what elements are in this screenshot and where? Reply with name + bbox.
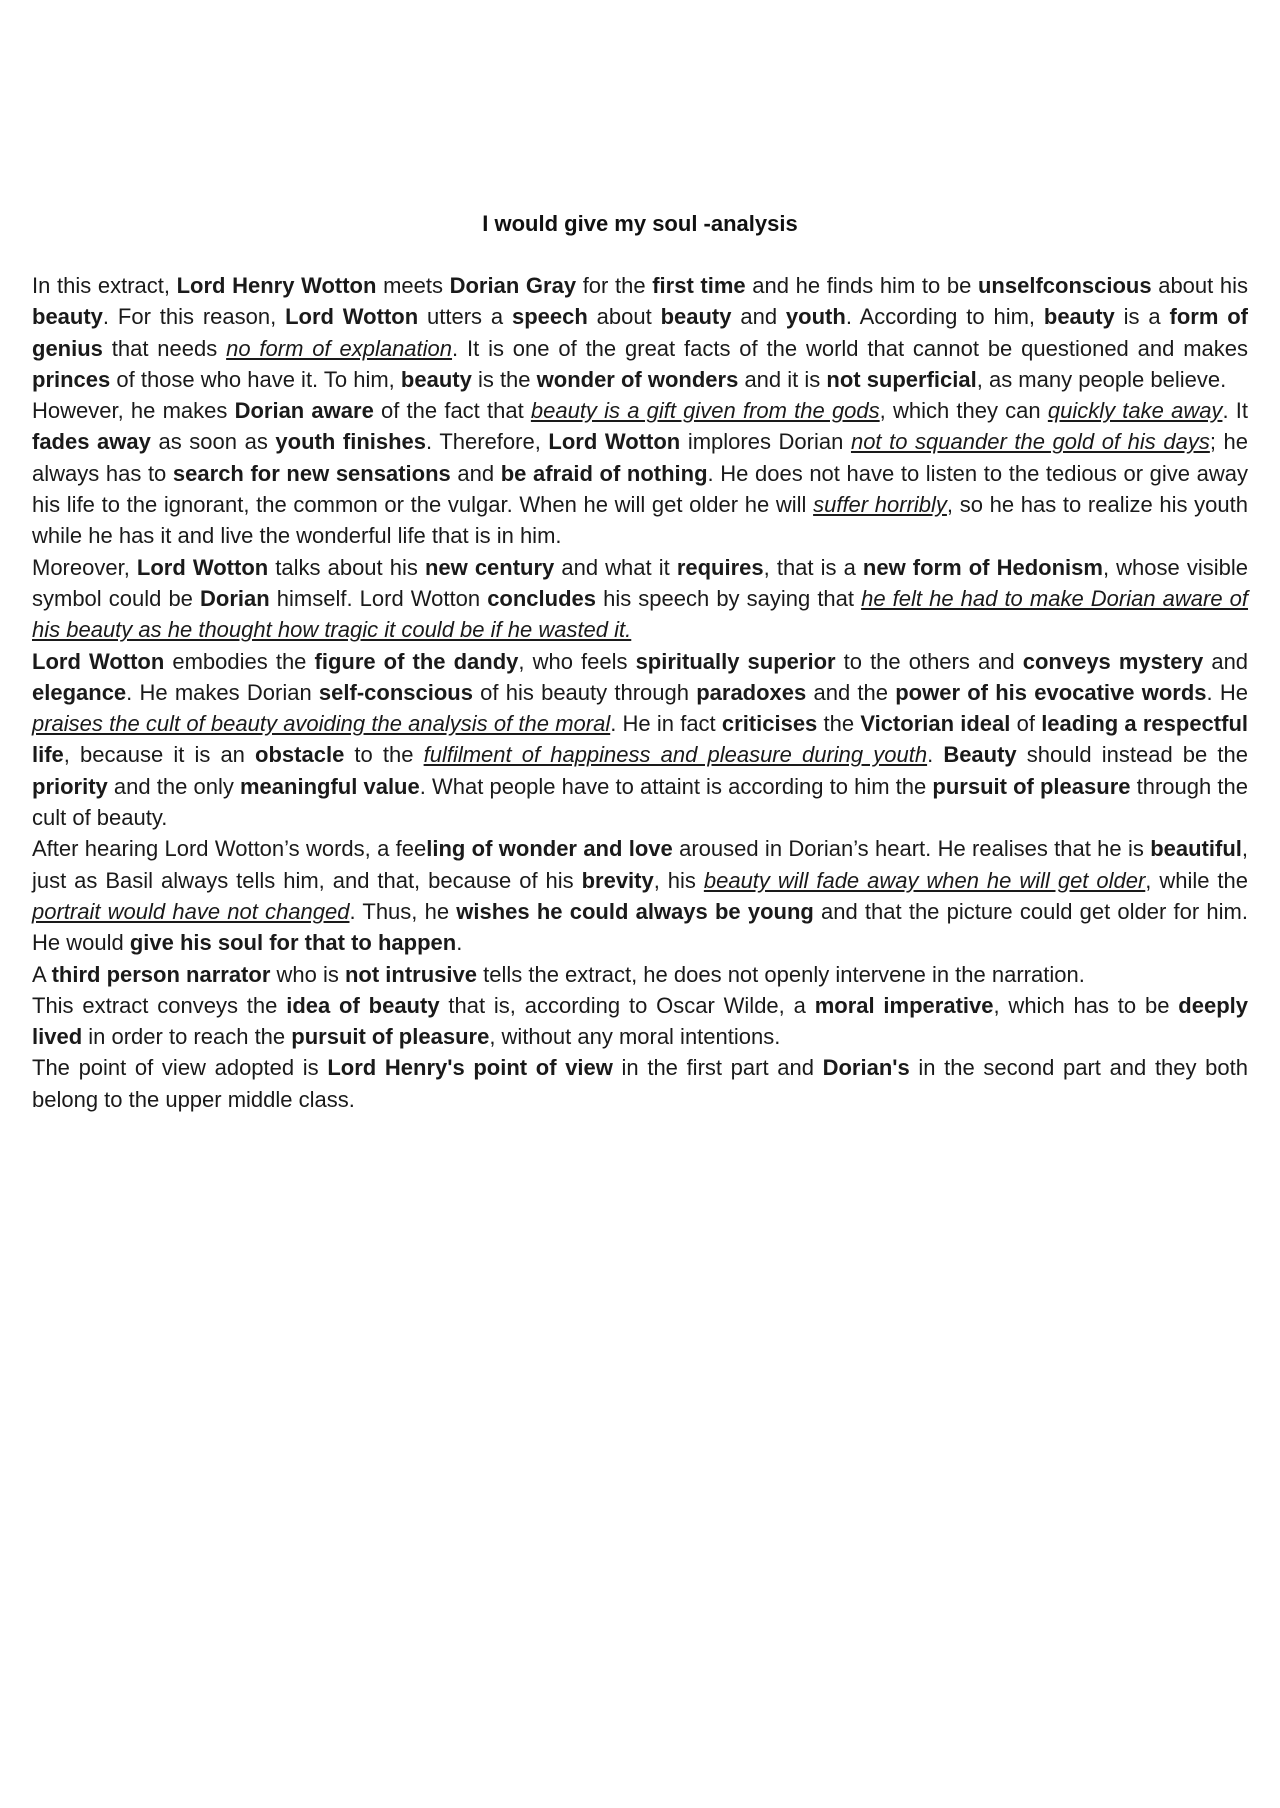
text-run: , as many people believe.: [976, 366, 1227, 392]
paragraph: [32, 646, 1248, 834]
text-run: tells the extract, he does not openly intervene in the narration.: [477, 961, 1085, 987]
text-run: about: [587, 304, 661, 330]
bold-phrase: moral imperative: [814, 992, 994, 1018]
text-run: and: [1203, 648, 1249, 674]
bold-phrase: beauty: [400, 366, 472, 392]
bold-phrase: Beauty: [943, 742, 1017, 768]
underlined-quote: fulfilment of happiness and pleasure during youth: [423, 742, 928, 768]
text-run: of his beauty through: [472, 679, 697, 705]
bold-phrase: beauty: [1043, 304, 1115, 330]
underlined-quote: suffer horribly: [813, 492, 947, 518]
text-run: in order to reach the: [82, 1024, 292, 1050]
bold-phrase: youth: [785, 304, 846, 330]
text-run: the: [817, 711, 861, 737]
underlined-quote: quickly take away: [1047, 398, 1223, 424]
text-run: in the second part and they both belong to the upper middle class.: [32, 1055, 1248, 1112]
text-run: .: [456, 930, 463, 956]
bold-phrase: concludes: [487, 585, 596, 611]
text-run: who is: [270, 961, 345, 987]
bold-phrase: Lord Henry's point of view: [327, 1055, 613, 1081]
text-run: utters a: [418, 304, 512, 330]
text-run: A: [32, 961, 52, 987]
bold-phrase: search for new sensations: [172, 460, 451, 486]
text-run: , because it is an: [63, 742, 256, 768]
paragraph: [32, 1052, 1248, 1115]
paragraph: [32, 270, 1248, 395]
text-run: The point of view adopted is: [32, 1055, 328, 1081]
text-run: and that the picture could get older for him. He would: [32, 898, 1248, 956]
text-run: , so he has to realize his youth while he has it and live the wonderful life that is in him.: [32, 492, 1248, 549]
text-run: of those who have it. To him,: [110, 366, 401, 392]
bold-phrase: brevity: [581, 867, 654, 893]
text-run: . He: [1206, 679, 1248, 705]
bold-phrase: power of his evocative words: [895, 679, 1207, 705]
text-run: is a: [1114, 304, 1170, 330]
underlined-quote: praises the cult of beauty avoiding the analysis of the moral: [32, 711, 611, 737]
text-run: This extract conveys the: [32, 992, 287, 1018]
text-run: and the only: [107, 773, 240, 799]
text-run: , without any moral intentions.: [489, 1024, 781, 1050]
bold-phrase: meaningful value: [240, 773, 420, 799]
text-run: and the: [806, 679, 896, 705]
bold-phrase: self-conscious: [318, 679, 473, 705]
text-run: After hearing Lord Wotton’s words, a fee: [32, 836, 427, 862]
underlined-quote: no form of explanation: [226, 335, 453, 361]
text-run: , which they can: [879, 398, 1048, 424]
bold-phrase: wishes he could always be young: [456, 898, 814, 924]
text-run: should instead be the: [1016, 742, 1248, 768]
text-run: aroused in Dorian’s heart. He realises that he is: [672, 836, 1151, 862]
paragraph: [32, 959, 1248, 990]
text-run: and what it: [554, 554, 677, 580]
text-run: , while the: [1145, 867, 1248, 893]
text-run: through the cult of beauty.: [32, 773, 1248, 831]
text-run: , just as Basil always tells him, and that, because of his: [32, 836, 1248, 893]
bold-phrase: priority: [32, 773, 108, 799]
bold-phrase: Lord Wotton: [285, 304, 419, 330]
bold-phrase: Dorian Gray: [449, 273, 577, 298]
bold-phrase: first time: [652, 273, 746, 298]
text-run: that is, according to Oscar Wilde, a: [439, 992, 815, 1018]
bold-phrase: not intrusive: [344, 961, 477, 987]
text-run: about his: [1151, 273, 1249, 298]
text-run: of the fact that: [373, 398, 531, 424]
text-run: to the others and: [835, 648, 1023, 674]
bold-phrase: Lord Wotton: [32, 648, 165, 674]
text-run: , whose visible symbol could be: [32, 554, 1248, 611]
underlined-quote: he felt he had to make Dorian aware of his beauty as he thought how tragic it could be if he wasted it.: [32, 585, 1249, 643]
text-run: is the: [471, 366, 537, 392]
bold-phrase: Lord Henry Wotton: [176, 273, 377, 298]
bold-phrase: wonder of wonders: [536, 366, 739, 392]
text-run: . Therefore,: [426, 429, 549, 455]
text-run: , his: [653, 867, 704, 893]
text-run: for the: [576, 273, 653, 298]
bold-phrase: give his soul for that to happen: [129, 930, 457, 956]
text-run: and it is: [738, 366, 827, 392]
bold-phrase: beautiful: [1150, 836, 1242, 862]
text-run: and: [450, 460, 501, 486]
text-run: . He does not have to listen to the tedious or give away his life to the ignorant, the common or the vulgar. When he will get older he will: [32, 460, 1248, 518]
underlined-quote: portrait would have not changed: [32, 898, 350, 924]
bold-phrase: third person narrator: [51, 961, 271, 987]
bold-phrase: paradoxes: [696, 679, 807, 705]
text-run: and he finds him to be: [745, 273, 978, 298]
underlined-quote: beauty is a gift given from the gods: [530, 398, 880, 424]
document-title: I would give my soul -analysis: [482, 211, 798, 236]
text-run: meets: [376, 273, 450, 298]
text-run: . According to him,: [845, 304, 1044, 330]
text-run: However, he makes: [32, 398, 235, 424]
bold-phrase: Dorian aware: [234, 398, 374, 424]
bold-phrase: fades away: [32, 429, 151, 455]
bold-phrase: beauty: [32, 304, 103, 330]
text-run: . What people have to attaint is according to him the: [419, 773, 933, 799]
paragraph: [32, 990, 1248, 1053]
text-run: himself. Lord Wotton: [269, 585, 488, 611]
text-run: , that is a: [763, 554, 863, 580]
text-run: that needs: [102, 335, 227, 361]
text-run: to the: [344, 742, 424, 768]
bold-phrase: Dorian: [200, 585, 270, 611]
text-run: as soon as: [150, 429, 276, 455]
paragraph: [32, 552, 1248, 646]
bold-phrase: Victorian ideal: [860, 711, 1011, 737]
underlined-quote: not to squander the gold of his days: [850, 429, 1210, 455]
bold-phrase: beauty: [660, 304, 732, 330]
bold-phrase: leading a respectful life: [32, 711, 1249, 768]
text-run: embodies the: [164, 648, 315, 674]
text-run: , who feels: [518, 648, 636, 674]
bold-phrase: pursuit of pleasure: [291, 1024, 490, 1050]
bold-phrase: speech: [511, 304, 588, 330]
bold-phrase: unselfconscious: [977, 273, 1152, 298]
bold-phrase: figure of the dandy: [314, 648, 519, 674]
text-run: Moreover,: [32, 554, 137, 580]
bold-phrase: idea of beauty: [286, 992, 440, 1018]
text-run: . For this reason,: [102, 304, 286, 330]
text-run: and: [731, 304, 786, 330]
text-run: , which has to be: [993, 992, 1179, 1018]
text-run: talks about his: [268, 554, 425, 580]
paragraph: [32, 833, 1248, 958]
bold-phrase: Lord Wotton: [548, 429, 681, 455]
bold-phrase: requires: [676, 554, 764, 580]
bold-phrase: youth finishes: [275, 429, 427, 455]
bold-phrase: form of genius: [32, 304, 1249, 361]
bold-phrase: princes: [32, 366, 111, 392]
text-run: in the first part and: [612, 1055, 823, 1081]
bold-phrase: spiritually superior: [635, 648, 836, 674]
bold-phrase: deeply lived: [32, 992, 1248, 1050]
bold-phrase: pursuit of pleasure: [932, 773, 1131, 799]
bold-phrase: obstacle: [255, 742, 345, 768]
underlined-quote: beauty will fade away when he will get older: [703, 867, 1146, 893]
text-run: ; he always has to: [32, 429, 1249, 486]
bold-phrase: elegance: [32, 679, 127, 705]
bold-phrase: new form of Hedonism: [862, 554, 1103, 580]
text-run: of: [1010, 711, 1042, 737]
bold-phrase: criticises: [721, 711, 818, 737]
text-run: . Thus, he: [349, 898, 457, 924]
paragraph: [32, 395, 1248, 551]
text-run: . He in fact: [610, 711, 722, 737]
text-run: In this extract,: [32, 273, 177, 298]
text-run: . He makes Dorian: [126, 679, 319, 705]
bold-phrase: conveys mystery: [1022, 648, 1204, 674]
bold-phrase: ling of wonder and love: [426, 836, 673, 862]
bold-phrase: Lord Wotton: [136, 554, 269, 580]
text-run: . It is one of the great facts of the world that cannot be questioned and makes: [452, 335, 1248, 361]
bold-phrase: new century: [424, 554, 555, 580]
text-run: his speech by saying that: [596, 585, 862, 611]
text-run: implores Dorian: [680, 429, 851, 455]
document-body: [32, 270, 1248, 1115]
bold-phrase: Dorian's: [822, 1055, 910, 1081]
text-run: .: [927, 742, 944, 768]
text-run: . It: [1222, 398, 1248, 424]
bold-phrase: not superficial: [826, 366, 977, 392]
bold-phrase: be afraid of nothing: [500, 460, 708, 486]
